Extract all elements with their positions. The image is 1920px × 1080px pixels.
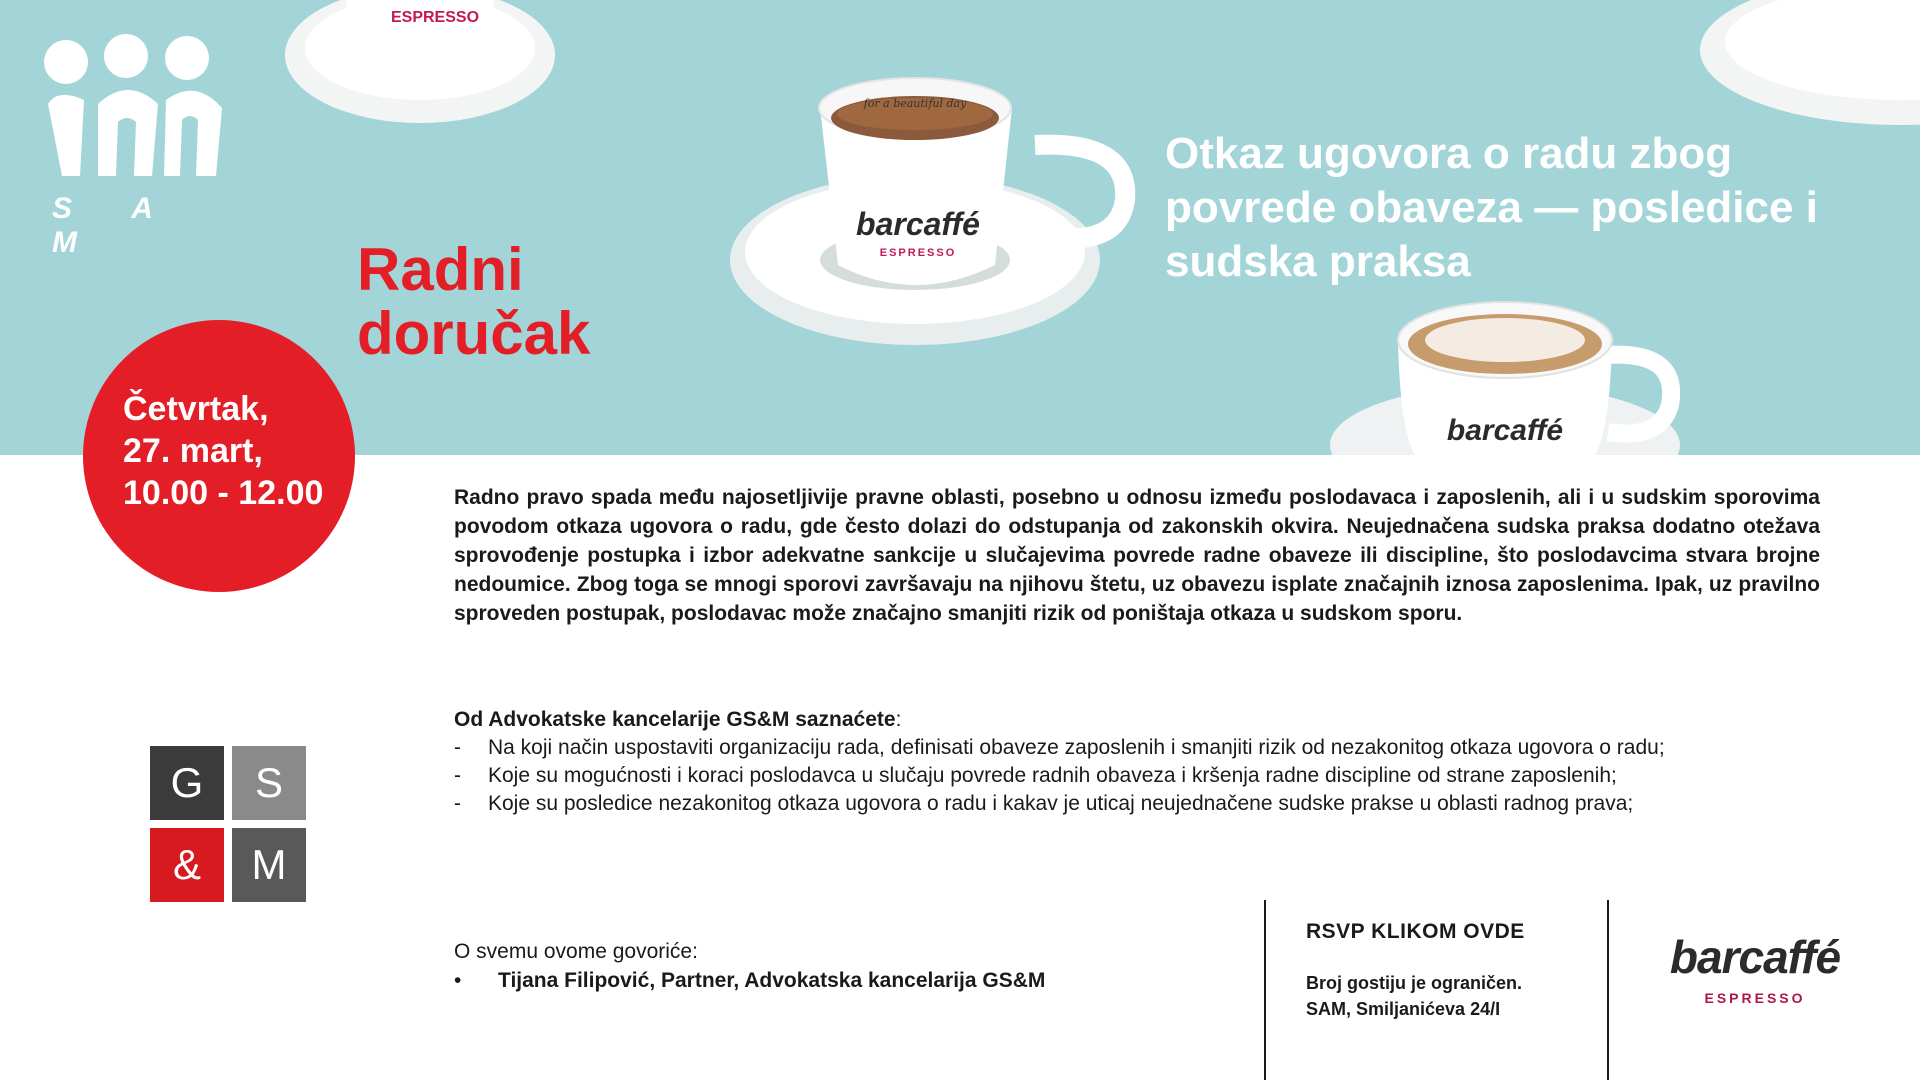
rsvp-link[interactable]: RSVP KLIKOM OVDE: [1306, 920, 1525, 943]
list-item: [454, 762, 1834, 790]
gsm-logo-s: S: [232, 746, 306, 820]
learn-section: [454, 706, 1834, 818]
list-item: [454, 790, 1834, 818]
list-item: [454, 734, 1834, 762]
speakers-section: [454, 937, 1254, 995]
svg-text:ESPRESSO: ESPRESSO: [879, 247, 957, 259]
bullet-icon: •: [454, 969, 462, 992]
svg-text:ESPRESSO: ESPRESSO: [390, 9, 480, 26]
learn-list: [454, 734, 1834, 818]
event-type-line1: Radni: [357, 236, 524, 303]
dash-bullet: -: [454, 764, 461, 787]
event-type-title: [357, 238, 697, 366]
svg-text:barcaffé: barcaffé: [856, 206, 980, 242]
gsm-logo-g: G: [150, 746, 224, 820]
list-item-text: Koje su posledice nezakonitog otkaza ugovora o radu i kakav je uticaj neujednačene sudske prakse u oblasti radnog prava;: [488, 792, 1634, 815]
date-time: 10.00 - 12.00: [123, 474, 324, 512]
svg-text:barcaffé: barcaffé: [1446, 414, 1564, 447]
event-headline: Otkaz ugovora o radu zbog povrede obaveza — posledice i sudska praksa: [1165, 129, 1818, 286]
learn-heading: Od Advokatske kancelarije GS&M saznaćete: [454, 708, 896, 731]
barcaffe-logo-sub: ESPRESSO: [1704, 990, 1806, 1006]
rsvp-note-address: SAM, Smiljanićeva 24/I: [1306, 999, 1501, 1019]
list-item-text: Na koji način uspostaviti organizaciju rada, definisati obaveze zaposlenih i smanjiti rizik od nezakonitog otkaza ugovora o radu;: [488, 736, 1665, 759]
rsvp-note-limit: Broj gostiju je ograničen.: [1306, 973, 1523, 993]
rsvp-note: [1306, 970, 1606, 1022]
divider-left: [1264, 900, 1266, 1080]
speaker-item: [454, 966, 1254, 995]
dash-bullet: -: [454, 736, 461, 759]
event-type-line2: doručak: [357, 300, 591, 367]
gsm-logo: [150, 746, 306, 902]
learn-heading-colon: :: [895, 708, 902, 731]
dash-bullet: -: [454, 792, 461, 815]
date-day: Četvrtak,: [123, 390, 269, 428]
date-badge: [83, 320, 355, 592]
sam-logo-label: S A M: [52, 192, 178, 259]
barcaffe-logo-name: barcaffé: [1669, 931, 1841, 983]
intro-paragraph: Radno pravo spada među najosetljivije pravne oblasti, posebno u odnosu između poslodavaca i zaposlenih, ali i u sudskim sporovima povodom otkaza ugovora o radu, gde često dolazi do odstupanja od zakonskih okvira. Neujednačena sudska praksa dodatno otežava sprovođenje postupka i izbor adekvatne sankcije u slučajevima povrede radne obaveze ili discipline, što poslodavcima stvara brojne nedoumice. Zbog toga se mnogi sporovi završavaju na njihovu štetu, uz obavezu isplate značajnih iznosa zaposlenima. Ipak, uz pravilno sproveden postupak, poslodavac može značajno smanjiti rizik od poništaja otkaza u sudskom sporu.: [454, 486, 1820, 625]
date-date: 27. mart,: [123, 432, 263, 470]
barcaffe-logo: [1660, 930, 1850, 1010]
speaker-name: Tijana Filipović, Partner, Advokatska kancelarija GS&M: [498, 969, 1046, 992]
svg-text:for a beautiful day: for a beautiful day: [863, 97, 967, 110]
gsm-logo-m: M: [232, 828, 306, 902]
speakers-intro: O svemu ovome govoriće:: [454, 940, 698, 963]
gsm-logo-amp: &: [150, 828, 224, 902]
list-item-text: Koje su mogućnosti i koraci poslodavca u slučaju povrede radnih obaveza i kršenja radne discipline od strane zaposlenih;: [488, 764, 1617, 787]
sam-logo-icon: [44, 34, 222, 176]
divider-right: [1607, 900, 1609, 1080]
